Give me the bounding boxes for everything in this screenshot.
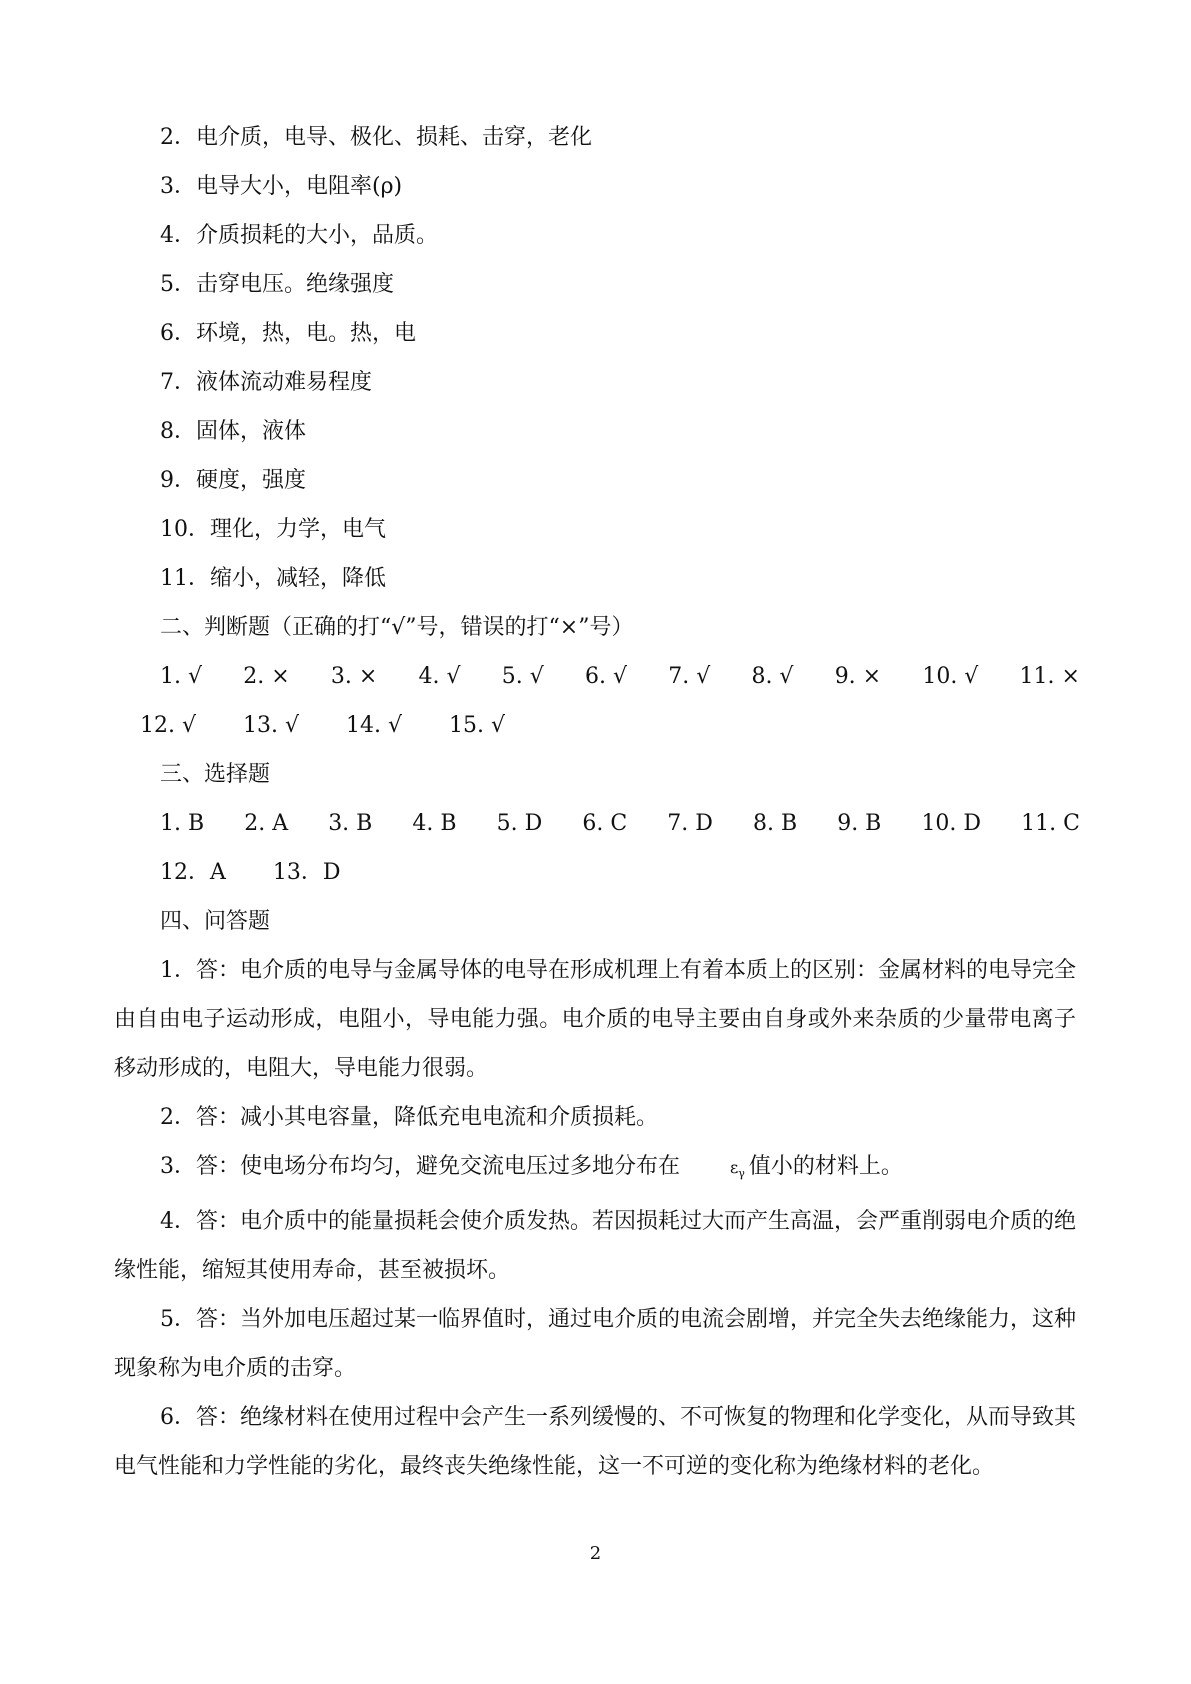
epsilon-subscript: γ (738, 1167, 745, 1181)
judge-item: 7. √ (668, 664, 711, 689)
fill-answer-7: 7．液体流动难易程度 (160, 370, 372, 395)
choice-item: 3. B (328, 811, 373, 836)
judge-item: 13. √ (243, 713, 299, 738)
choice-item: 11. C (1021, 811, 1080, 836)
choice-heading: 三、选择题 (160, 762, 271, 787)
judge-item: 10. √ (922, 664, 979, 689)
qa-answer-6: 6．答：绝缘材料在使用过程中会产生一系列缓慢的、不可恢复的物理和化学变化，从而导致其电气性能和力学性能的劣化，最终丧失绝缘性能，这一不可逆的变化称为绝缘材料的老化。 (114, 1405, 1077, 1479)
fill-answer-4: 4．介质损耗的大小，品质。 (160, 223, 438, 248)
epsilon-char: ε (730, 1158, 739, 1177)
qa-answer-3 (114, 1142, 1076, 1198)
page-number: 2 (589, 1543, 602, 1564)
qa-answer-5: 5．答：当外加电压超过某一临界值时，通过电介质的电流会剧增，并完全失去绝缘能力，这种现象称为电介质的击穿。 (114, 1307, 1077, 1381)
fill-answer-10: 10．理化，力学，电气 (160, 517, 386, 542)
fill-answer-8: 8．固体，液体 (160, 419, 306, 444)
fill-answer-11: 11．缩小，减轻，降低 (160, 566, 386, 591)
choice-item: 12．A (160, 860, 226, 885)
qa-answer-1: 1．答：电介质的电导与金属导体的电导在形成机理上有着本质上的区别：金属材料的电导完全由自由电子运动形成，电阻小，导电能力强。电介质的电导主要由自身或外来杂质的少量带电离子移动形成的，电阻大，导电能力很弱。 (114, 958, 1077, 1081)
judge-item: 4. √ (418, 664, 461, 689)
judge-answers-row-2 (140, 711, 545, 741)
fill-answer-5: 5．击穿电压。绝缘强度 (160, 272, 394, 297)
judge-item: 6. √ (584, 664, 627, 689)
judge-item: 12. √ (140, 713, 196, 738)
fill-answer-3: 3．电导大小，电阻率(ρ) (160, 174, 403, 199)
choice-item: 10. D (921, 811, 982, 836)
choice-item: 6. C (582, 811, 628, 836)
fill-answer-2: 2．电介质，电导、极化、损耗、击穿，老化 (160, 125, 592, 150)
judge-item: 11. × (1019, 664, 1080, 689)
epsilon-symbol (684, 1143, 745, 1198)
choice-item: 9. B (837, 811, 882, 836)
choice-item: 5. D (496, 811, 543, 836)
choice-answers-row-1 (160, 809, 1080, 839)
qa-heading: 四、问答题 (160, 909, 271, 934)
judge-answers-row-1 (160, 662, 1080, 692)
choice-item: 1. B (160, 811, 205, 836)
fill-answer-6: 6．环境，热，电。热，电 (160, 321, 416, 346)
judge-item: 8. √ (751, 664, 794, 689)
judge-item: 14. √ (346, 713, 402, 738)
qa-answer-2: 2．答：减小其电容量，降低充电电流和介质损耗。 (160, 1105, 658, 1130)
judge-item: 15. √ (449, 713, 505, 738)
judge-item: 9. × (834, 664, 882, 689)
fill-answer-9: 9．硬度，强度 (160, 468, 306, 493)
qa-answer-4: 4．答：电介质中的能量损耗会使介质发热。若因损耗过大而产生高温，会严重削弱电介质的绝缘性能，缩短其使用寿命，甚至被损坏。 (114, 1209, 1077, 1283)
choice-item: 2. A (244, 811, 289, 836)
judge-item: 3. × (330, 664, 378, 689)
choice-item: 4. B (412, 811, 457, 836)
judge-item: 5. √ (501, 664, 544, 689)
qa-answer-3-text: 3．答：使电场分布均匀，避免交流电压过多地分布在 (160, 1154, 680, 1179)
judge-item: 1. √ (160, 664, 203, 689)
choice-answers-row-2 (160, 858, 381, 888)
qa-answer-3-tail: 值小的材料上。 (748, 1154, 903, 1179)
judge-heading: 二、判断题（正确的打“√”号，错误的打“×”号） (160, 615, 634, 640)
judge-item: 2. × (243, 664, 290, 689)
choice-item: 7. D (667, 811, 713, 836)
choice-item: 13．D (272, 860, 341, 885)
choice-item: 8. B (752, 811, 798, 836)
